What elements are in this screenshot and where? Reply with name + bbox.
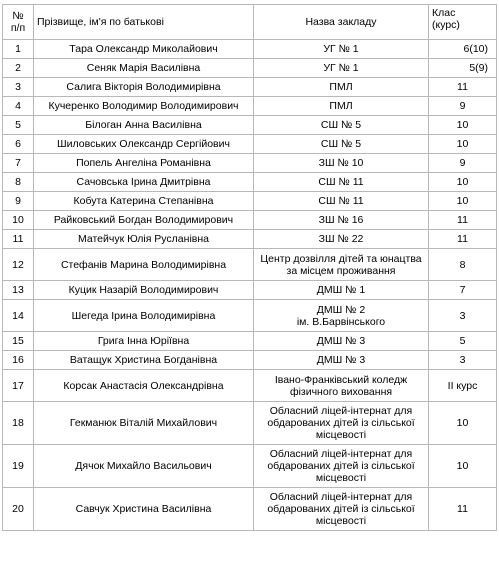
row-num: 9 <box>3 192 34 211</box>
row-school <box>254 192 429 211</box>
row-name: Ватащук Христина Богданівна <box>34 351 254 370</box>
row-num: 7 <box>3 154 34 173</box>
participants-table <box>2 4 497 531</box>
row-num: 8 <box>3 173 34 192</box>
header-school: Назва закладу <box>254 5 429 40</box>
row-school-line: місцевості <box>315 515 367 527</box>
table-row <box>3 230 497 249</box>
row-school <box>254 211 429 230</box>
row-num: 13 <box>3 281 34 300</box>
row-school <box>254 230 429 249</box>
row-school <box>254 116 429 135</box>
header-class <box>429 5 497 40</box>
table-row <box>3 59 497 78</box>
header-name: Прізвище, ім'я по батькові <box>34 5 254 40</box>
table-row <box>3 135 497 154</box>
row-school-line: обдарованих дітей із сільської <box>267 503 415 515</box>
row-name: Шегеда Ірина Володимирівна <box>34 300 254 332</box>
row-class: 6(10) <box>429 40 497 59</box>
row-name: Шиловських Олександр Сергійович <box>34 135 254 154</box>
row-class: 9 <box>429 97 497 116</box>
document-page <box>2 4 497 531</box>
row-school-line: ДМШ № 3 <box>316 354 366 366</box>
row-school <box>254 281 429 300</box>
row-name: Салига Вікторія Володимирівна <box>34 78 254 97</box>
row-school <box>254 40 429 59</box>
row-name: Корсак Анастасія Олександрівна <box>34 370 254 402</box>
table-row <box>3 40 497 59</box>
row-school <box>254 249 429 281</box>
table-row <box>3 281 497 300</box>
row-num: 3 <box>3 78 34 97</box>
table-row <box>3 192 497 211</box>
row-num: 5 <box>3 116 34 135</box>
row-num: 10 <box>3 211 34 230</box>
row-school-line: ДМШ № 1 <box>316 284 366 296</box>
row-school-line: Центр дозвілля дітей та юнацтва <box>260 252 422 265</box>
table-row <box>3 173 497 192</box>
row-school-line: СШ № 5 <box>320 119 362 131</box>
row-name: Попель Ангеліна Романівна <box>34 154 254 173</box>
row-class: 3 <box>429 300 497 332</box>
row-class: 11 <box>429 211 497 230</box>
row-school-line: УГ № 1 <box>323 43 359 55</box>
row-class: 11 <box>429 230 497 249</box>
row-class: 10 <box>429 402 497 445</box>
row-school-line: Обласний ліцей-інтернат для <box>269 448 413 460</box>
row-name: Дячок Михайло Васильович <box>34 445 254 488</box>
row-school <box>254 300 429 332</box>
table-body <box>3 40 497 531</box>
row-num: 17 <box>3 370 34 402</box>
row-name: Райковський Богдан Володимирович <box>34 211 254 230</box>
row-class: 7 <box>429 281 497 300</box>
row-name: Тара Олександр Миколайович <box>34 40 254 59</box>
row-school-line: Івано-Франківський коледж <box>274 373 408 386</box>
row-school <box>254 445 429 488</box>
row-class: 10 <box>429 116 497 135</box>
row-school <box>254 351 429 370</box>
row-num: 20 <box>3 488 34 531</box>
row-school <box>254 402 429 445</box>
row-school-line: СШ № 11 <box>318 195 364 207</box>
row-name: Грига Інна Юріївна <box>34 332 254 351</box>
row-num: 12 <box>3 249 34 281</box>
row-name: Матейчук Юлія Русланівна <box>34 230 254 249</box>
row-class: ІІ курс <box>429 370 497 402</box>
row-school-line: Обласний ліцей-інтернат для <box>269 491 413 503</box>
row-class: 11 <box>429 488 497 531</box>
row-school-line: Обласний ліцей-інтернат для <box>269 405 413 417</box>
row-school-line: обдарованих дітей із сільської <box>267 417 415 429</box>
table-row <box>3 97 497 116</box>
row-school <box>254 173 429 192</box>
table-row <box>3 402 497 445</box>
row-school-line: ЗШ № 16 <box>318 214 364 226</box>
row-name: Кобута Катерина Степанівна <box>34 192 254 211</box>
row-school-line: ДМШ № 3 <box>316 335 366 347</box>
table-row <box>3 78 497 97</box>
row-num: 18 <box>3 402 34 445</box>
table-header-row <box>3 5 497 40</box>
row-class: 3 <box>429 351 497 370</box>
header-num-line2: п/п <box>10 22 26 34</box>
row-school <box>254 332 429 351</box>
row-school <box>254 154 429 173</box>
row-num: 19 <box>3 445 34 488</box>
row-school <box>254 488 429 531</box>
row-school-line: ПМЛ <box>329 100 353 112</box>
table-row <box>3 249 497 281</box>
row-name: Гекманюк Віталій Михайлович <box>34 402 254 445</box>
row-num: 1 <box>3 40 34 59</box>
header-num <box>3 5 34 40</box>
row-num: 6 <box>3 135 34 154</box>
row-num: 4 <box>3 97 34 116</box>
row-class: 11 <box>429 78 497 97</box>
table-row <box>3 211 497 230</box>
row-school-line: місцевості <box>315 429 367 441</box>
table-row <box>3 154 497 173</box>
row-school <box>254 135 429 154</box>
row-class: 5(9) <box>429 59 497 78</box>
row-num: 2 <box>3 59 34 78</box>
row-num: 14 <box>3 300 34 332</box>
table-row <box>3 300 497 332</box>
row-class: 8 <box>429 249 497 281</box>
row-school <box>254 78 429 97</box>
table-row <box>3 332 497 351</box>
row-name: Сачовська Ірина Дмитрівна <box>34 173 254 192</box>
table-row <box>3 351 497 370</box>
row-num: 15 <box>3 332 34 351</box>
row-school-line: обдарованих дітей із сільської <box>267 460 415 472</box>
header-num-line1: № <box>12 10 24 22</box>
row-school-line: ЗШ № 22 <box>318 233 364 245</box>
header-class-line1: Клас <box>432 7 456 19</box>
table-row <box>3 370 497 402</box>
table-row <box>3 445 497 488</box>
row-name: Сеняк Марія Василівна <box>34 59 254 78</box>
row-name: Кучеренко Володимир Володимирович <box>34 97 254 116</box>
table-row <box>3 488 497 531</box>
row-school-line: фізичного виховання <box>289 385 393 398</box>
row-class: 10 <box>429 135 497 154</box>
row-school-line: ДМШ № 2 <box>316 303 366 316</box>
row-class: 10 <box>429 173 497 192</box>
row-school-line: за місцем проживання <box>286 264 396 277</box>
row-name: Білоган Анна Василівна <box>34 116 254 135</box>
row-school-line: місцевості <box>315 472 367 484</box>
table-row <box>3 116 497 135</box>
row-num: 16 <box>3 351 34 370</box>
row-num: 11 <box>3 230 34 249</box>
row-name: Савчук Христина Василівна <box>34 488 254 531</box>
row-class: 10 <box>429 445 497 488</box>
row-school-line: ЗШ № 10 <box>318 157 364 169</box>
row-school-line: ПМЛ <box>329 81 353 93</box>
row-school-line: СШ № 11 <box>318 176 364 188</box>
row-school <box>254 97 429 116</box>
row-school-line: ім. В.Барвінського <box>296 315 386 328</box>
row-name: Куцик Назарій Володимирович <box>34 281 254 300</box>
header-class-line2: (курс) <box>432 19 460 31</box>
row-school-line: СШ № 5 <box>320 138 362 150</box>
row-class: 9 <box>429 154 497 173</box>
row-name: Стефанів Марина Володимирівна <box>34 249 254 281</box>
row-school <box>254 370 429 402</box>
row-class: 10 <box>429 192 497 211</box>
row-class: 5 <box>429 332 497 351</box>
row-school <box>254 59 429 78</box>
row-school-line: УГ № 1 <box>323 62 359 74</box>
